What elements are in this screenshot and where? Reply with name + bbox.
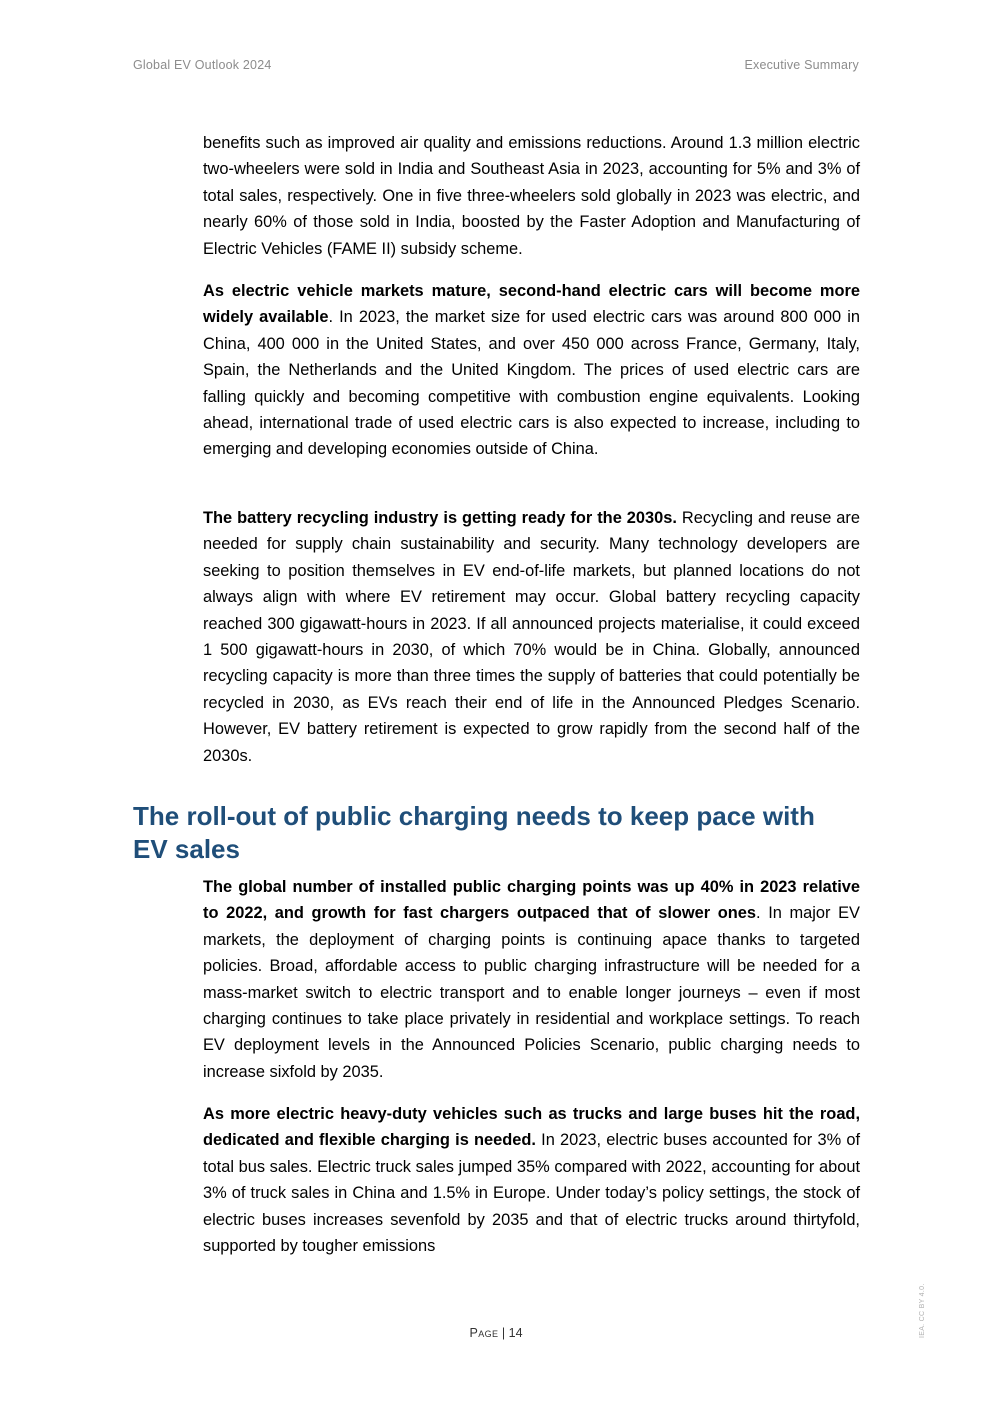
running-header-title: Global EV Outlook 2024 (133, 58, 272, 72)
paragraph-body: benefits such as improved air quality and emissions reductions. Around 1.3 million electric two-wheelers were sold in India and Southeast Asia in 2023, accounting for 5% and 3% of total sales, respectively. One in five three-wheelers sold globally in 2023 was electric, and nearly 60% of those sold in India, boosted by the Faster Adoption and Manufacturing of Electric Vehicles (FAME II) subsidy scheme. (203, 134, 860, 258)
paragraph-lead: As electric vehicle markets mature, second-hand electric cars will become more widely available (203, 282, 860, 327)
body-paragraph-2 (203, 278, 860, 463)
body-paragraph-3 (203, 505, 860, 769)
paragraph-text (203, 1101, 860, 1259)
license-note: IEA. CC BY 4.0. (919, 1283, 926, 1338)
page-separator: | (498, 1326, 509, 1340)
section-paragraph-2 (203, 1101, 860, 1259)
running-header-section: Executive Summary (744, 58, 859, 72)
paragraph-text (203, 874, 860, 1085)
paragraph-lead: The battery recycling industry is getting ready for the 2030s. (203, 509, 677, 527)
paragraph-body: In 2023, electric buses accounted for 3% of total bus sales. Electric truck sales jumped 35% compared with 2022, accounting for about 3% of truck sales in China and 1.5% in Europe. Under today’s policy settings, the stock of electric buses increases sevenfold by 2035 and that of electric trucks around thirtyfold, supported by tougher emissions (203, 1131, 861, 1256)
page-number (0, 1326, 992, 1340)
paragraph-lead: The global number of installed public charging points was up 40% in 2023 relative to 2022, and growth for fast chargers outpaced that of slower ones (203, 878, 860, 923)
paragraph-body: . In major EV markets, the deployment of charging points is continuing apace thanks to targeted policies. Broad, affordable access to public charging infrastructure will be needed for a mass-market switch to electric transport and to enable longer journeys – even if most charging continues to take place privately in residential and workplace settings. To reach EV deployment levels in the Announced Policies Scenario, public charging needs to increase sixfold by 2035. (203, 904, 860, 1081)
section-heading: The roll-out of public charging needs to keep pace with EV sales (133, 801, 815, 864)
paragraph-text (203, 130, 860, 262)
paragraph-text (203, 505, 860, 769)
page-label: Page (469, 1326, 499, 1340)
paragraph-lead: As more electric heavy-duty vehicles such as trucks and large buses hit the road, dedicated and flexible charging is needed. (203, 1105, 860, 1150)
paragraph-body: . In 2023, the market size for used electric cars was around 800 000 in China, 400 000 in the United States, and over 450 000 across France, Germany, Italy, Spain, the Netherlands and the United Kingdom. The prices of used electric cars are falling quickly and becoming competitive with combustion engine equivalents. Looking ahead, international trade of used electric cars is also expected to increase, including to emerging and developing economies outside of China. (203, 308, 860, 459)
section-paragraph-1 (203, 874, 860, 1085)
paragraph-text (203, 278, 860, 463)
page-number-value: 14 (508, 1326, 523, 1340)
paragraph-body: Recycling and reuse are needed for supply chain sustainability and security. Many technology developers are seeking to position themselves in EV end-of-life markets, but planned locations do not always align with where EV retirement may occur. Global battery recycling capacity reached 300 gigawatt-hours in 2023. If all announced projects materialise, it could exceed 1 500 gigawatt-hours in 2030, of which 70% would be in China. Globally, announced recycling capacity is more than three times the supply of batteries that could potentially be recycled in 2030, as EVs reach their end of life in the Announced Pledges Scenario. However, EV battery retirement is expected to grow rapidly from the second half of the 2030s. (203, 509, 860, 765)
body-paragraph-1 (203, 130, 860, 262)
